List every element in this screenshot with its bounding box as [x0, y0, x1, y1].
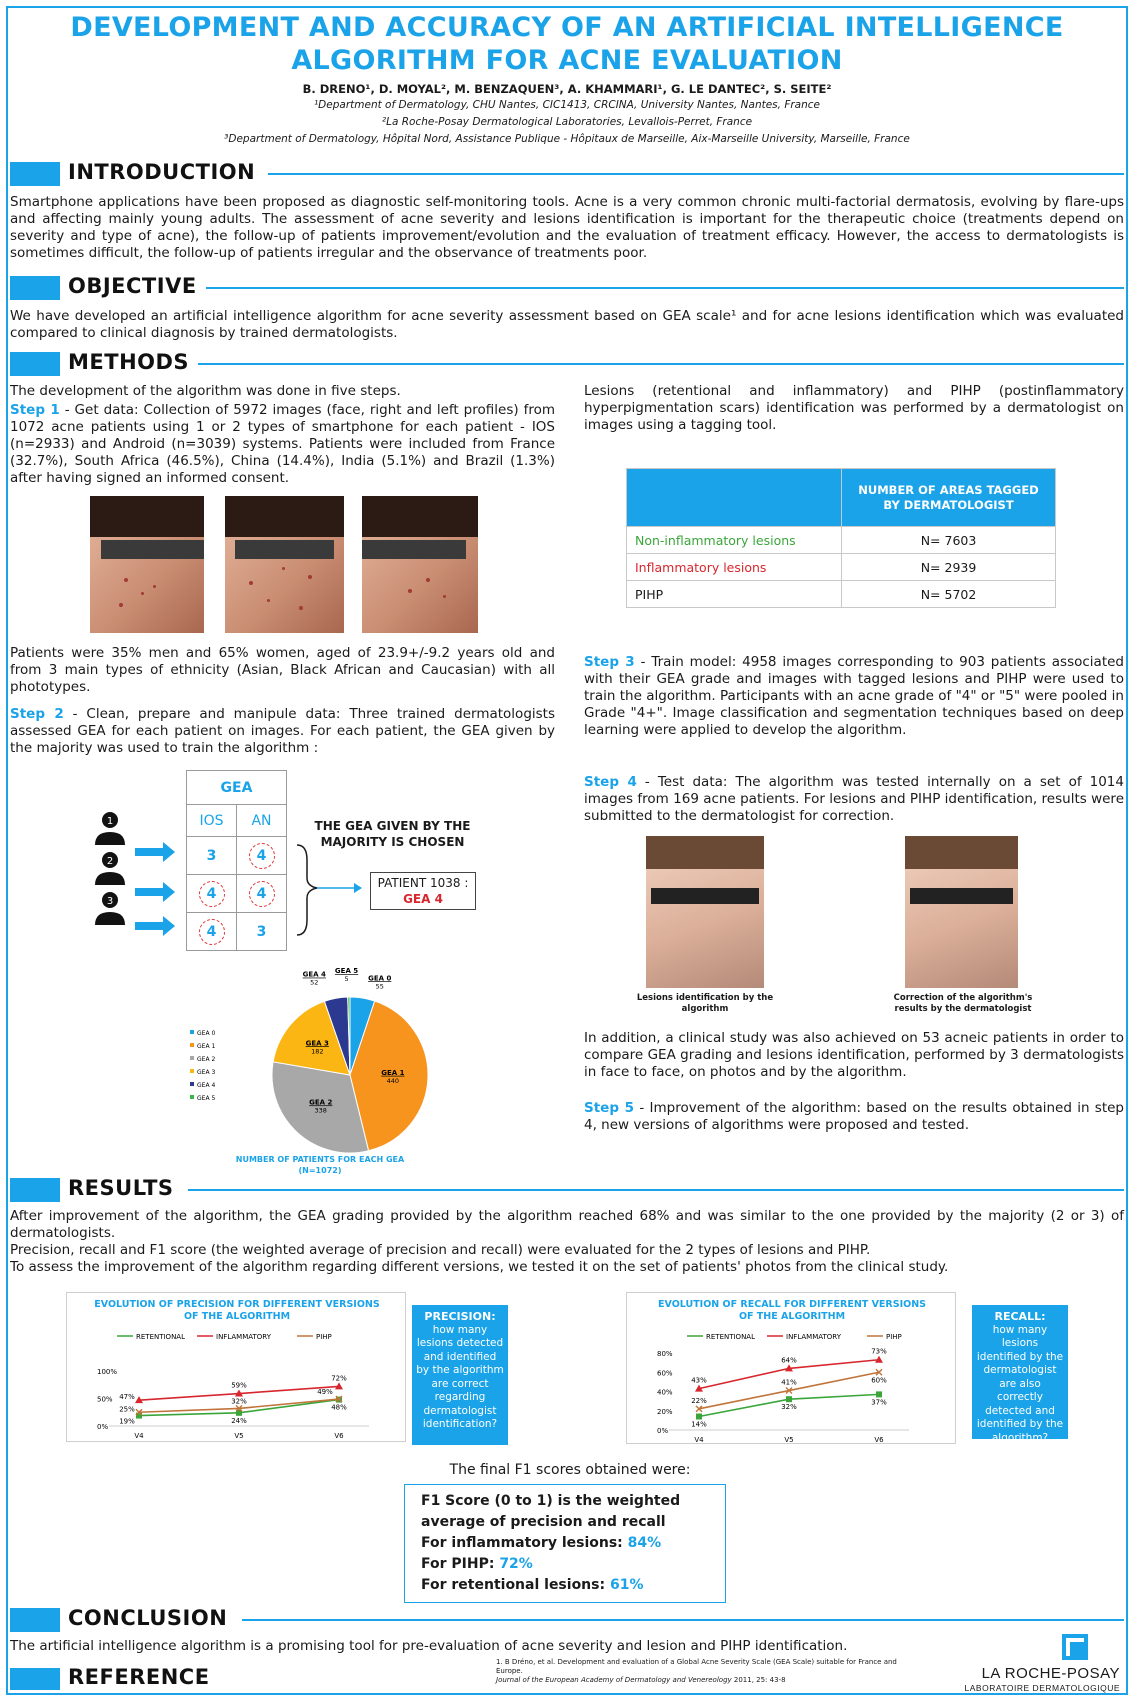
- dermatologist-2-icon: [95, 852, 125, 885]
- step5-label: Step 5: [584, 1100, 635, 1116]
- dermatologist-number: 2: [106, 856, 114, 867]
- dermatologist-correction-photo: [905, 836, 1018, 988]
- x-tick-label: V4: [134, 1432, 144, 1440]
- logo-subtitle: LABORATOIRE DERMATOLOGIQUE: [964, 1683, 1120, 1693]
- majority-circle: 4: [249, 843, 275, 869]
- f1-inflammatory-value: 84%: [627, 1535, 662, 1551]
- pie-slice-value: 440: [386, 1076, 400, 1085]
- precision-box-text: how many lesions detected and identified by the algorithm are correct regarding dermatologist identification?: [416, 1323, 504, 1430]
- precision-line-chart: [67, 1293, 407, 1443]
- patients-text: Patients were 35% men and 65% women, aged of 23.9+/-9.2 years old and from 3 main types of ethnicity (Asian, Black African and Caucasian) with all phototypes.: [10, 645, 555, 695]
- x-tick-label: V5: [784, 1436, 794, 1444]
- data-label: 25%: [119, 1405, 135, 1414]
- chart-title-line2: OF THE ALGORITHM: [183, 1311, 291, 1322]
- pie-slice-value: 5: [344, 975, 349, 984]
- legend-label: PIHP: [886, 1333, 902, 1341]
- methods-intro: The development of the algorithm was done in five steps.: [10, 383, 401, 399]
- data-label: 48%: [331, 1403, 347, 1412]
- table-row: [627, 554, 1056, 581]
- tag-table-blank-header: [627, 469, 842, 527]
- dermatologist-number: 1: [106, 816, 114, 827]
- tag-row-label: Non-inflammatory lesions: [627, 527, 842, 554]
- gea-grid: [186, 770, 287, 951]
- data-label: 32%: [781, 1403, 797, 1412]
- section-title-reference: REFERENCE: [68, 1665, 210, 1689]
- y-tick-label: 80%: [657, 1350, 673, 1358]
- f1-intro: The final F1 scores obtained were:: [449, 1462, 691, 1478]
- gea-pie-chart: [190, 960, 430, 1160]
- reference-cite: 2011, 25: 43-8: [731, 1676, 786, 1684]
- tag-row-label: PIHP: [627, 581, 842, 608]
- section-bar-introduction: [10, 162, 60, 186]
- section-bar-reference: [10, 1668, 60, 1690]
- methods-step3: [584, 654, 1124, 739]
- table-row: [627, 581, 1056, 608]
- step4-text: - Test data: The algorithm was tested internally on a set of 1014 images from 169 acne patients. For lesions and PIHP identification, results were submitted to the dermatologist for correction.: [584, 774, 1124, 824]
- precision-chart-box: [66, 1292, 406, 1442]
- majority-circle: 4: [249, 881, 275, 907]
- results-text-2: Precision, recall and F1 score (the weighted average of precision and recall) were evaluated for the 2 types of lesions and PIHP.: [10, 1242, 871, 1258]
- methods-step4: [584, 774, 1124, 825]
- clinical-study-text: In addition, a clinical study was also achieved on 53 acneic patients in order to compare GEA grading and lesions identification, performed by 3 dermatologists in face to face, on photos and by the algorithm.: [584, 1030, 1124, 1080]
- gea-col-ios: IOS: [187, 805, 237, 837]
- table-row: [627, 527, 1056, 554]
- majority-circle: 4: [199, 919, 225, 945]
- tagging-text: Lesions (retentional and inflammatory) and PIHP (postinflammatory hyperpigmentation scars) identification was performed by a dermatologist on images using a tagging tool.: [584, 383, 1124, 433]
- pie-legend-swatch: [190, 1056, 194, 1060]
- logo-name: LA ROCHE-POSAY: [981, 1665, 1120, 1682]
- pie-slice-label: GEA 3: [305, 1039, 329, 1048]
- dermatologist-1-icon: [95, 812, 125, 845]
- step1-text: - Get data: Collection of 5972 images (face, right and left profiles) from 1072 acne patients using 1 or 2 types of smartphone for each patient - IOS (n=2933) and Android (n=3039) systems. Patients were included from France (32.7%), South Africa (46.5%), China (14.4%), India (5.1%) and Brazil (1.3%) after having signed an informed consent.: [10, 402, 555, 486]
- pie-legend-label: GEA 4: [197, 1082, 216, 1089]
- chart-title-line1: EVOLUTION OF RECALL FOR DIFFERENT VERSIONS: [658, 1299, 926, 1310]
- f1-definition: F1 Score (0 to 1) is the weighted average of precision and recall: [421, 1493, 681, 1530]
- objective-text: We have developed an artificial intelligence algorithm for acne severity assessment based on GEA scale¹ and for acne lesions identification which was evaluated compared to clinical diagnosis by trained dermatologists.: [10, 308, 1124, 341]
- data-point: [696, 1414, 702, 1420]
- x-tick-label: V6: [874, 1436, 884, 1444]
- section-line-results: [188, 1189, 1124, 1191]
- face-photo-left-profile: [90, 496, 204, 633]
- section-title-methods: METHODS: [68, 350, 190, 374]
- introduction-text: Smartphone applications have been proposed as diagnostic self-monitoring tools. Acne is a very common chronic multi-factorial dermatosis, evolving by flare-ups and affecting mainly young adults. The assessment of acne severity and lesions identification is important for the therapeutic choice (treatments depend on severity and type of acne), the follow-up of patients improvement/evolution and the evaluation of treatment efficacy. However, the access to dermatologists is sometimes difficult, the follow-up of patients irregular and the observance of treatments poor.: [10, 194, 1124, 261]
- y-tick-label: 40%: [657, 1388, 673, 1397]
- majority-circle: 4: [199, 881, 225, 907]
- data-label: 14%: [691, 1420, 707, 1429]
- brace-arrow-icon: [292, 840, 362, 940]
- section-bar-objective: [10, 276, 60, 300]
- patient-gea: GEA 4: [403, 892, 443, 906]
- f1-retentional: [421, 1575, 709, 1596]
- step4-label: Step 4: [584, 774, 637, 790]
- step5-text: - Improvement of the algorithm: based on the results obtained in step 4, new versions of algorithms were proposed and tested.: [584, 1100, 1124, 1133]
- recall-box-text: how many lesions identified by the dermatologist are also correctly detected and identified by the algorithm?: [976, 1323, 1064, 1444]
- y-tick-label: 50%: [97, 1395, 113, 1404]
- pie-slice-label: GEA 0: [368, 974, 392, 983]
- section-bar-conclusion: [10, 1608, 60, 1632]
- tag-row-value: N= 2939: [842, 554, 1056, 581]
- pie-legend-label: GEA 0: [197, 1030, 216, 1037]
- pie-legend-swatch: [190, 1095, 194, 1099]
- pie-legend-label: GEA 3: [197, 1069, 216, 1076]
- x-tick-label: V5: [234, 1432, 244, 1440]
- f1-pihp-label: For PIHP:: [421, 1556, 500, 1572]
- step2-text: - Clean, prepare and manipule data: Three trained dermatologists assessed GEA for each patient on images. For each patient, the GEA given by the majority was used to train the algorithm :: [10, 706, 555, 756]
- affiliation-3: ³Department of Dermatology, Hôpital Nord, Assistance Publique - Hôpitaux de Marseille, Aix-Marseille University, Marseille, France: [224, 133, 910, 145]
- pie-slice-label: GEA 4: [302, 970, 326, 979]
- tag-table: [626, 468, 1056, 608]
- section-title-objective: OBJECTIVE: [68, 274, 197, 298]
- recall-definition-box: [972, 1305, 1068, 1444]
- x-tick-label: V6: [334, 1432, 344, 1440]
- reference-journal: Journal of the European Academy of Dermatology and Venereology: [496, 1676, 732, 1684]
- arrow-icons: [135, 842, 175, 936]
- data-label: 73%: [871, 1347, 887, 1356]
- pie-legend-label: GEA 1: [197, 1043, 216, 1050]
- gea-cell: 3: [187, 837, 237, 875]
- data-point: [876, 1391, 882, 1397]
- data-label: 59%: [231, 1381, 247, 1390]
- dermatologist-3-icon: [95, 892, 125, 925]
- data-label: 19%: [119, 1417, 135, 1426]
- pie-slice-label: GEA 1: [381, 1068, 405, 1077]
- dermatologists-icons: [90, 810, 190, 940]
- tag-row-label: Inflammatory lesions: [627, 554, 842, 581]
- legend-label: RETENTIONAL: [706, 1333, 755, 1341]
- results-text-1: After improvement of the algorithm, the GEA grading provided by the algorithm reached 68% and was similar to the one provided by the majority (2 or 3) of dermatologists.: [10, 1208, 1124, 1241]
- f1-retentional-value: 61%: [609, 1577, 644, 1593]
- methods-step5: [584, 1100, 1124, 1134]
- section-line-conclusion: [242, 1619, 1124, 1621]
- gea-header: GEA: [187, 771, 287, 805]
- section-title-conclusion: CONCLUSION: [68, 1606, 228, 1630]
- y-tick-label: 60%: [657, 1369, 673, 1378]
- f1-retentional-label: For retentional lesions:: [421, 1577, 610, 1593]
- pie-caption: [230, 1154, 410, 1176]
- y-tick-label: 0%: [97, 1423, 109, 1431]
- gea-cell: [237, 837, 287, 875]
- precision-box-title: PRECISION:: [424, 1310, 496, 1323]
- f1-inflammatory-label: For inflammatory lesions:: [421, 1535, 628, 1551]
- section-title-results: RESULTS: [68, 1176, 174, 1200]
- data-label: 43%: [691, 1376, 707, 1385]
- y-tick-label: 0%: [657, 1427, 669, 1435]
- reference-text: [496, 1658, 916, 1685]
- data-label: 24%: [231, 1416, 247, 1425]
- pie-slice-value: 55: [375, 982, 384, 991]
- section-bar-methods: [10, 352, 60, 376]
- f1-box: [404, 1484, 726, 1603]
- x-tick-label: V4: [694, 1436, 704, 1444]
- affiliation-2: ²La Roche-Posay Dermatological Laboratories, Levallois-Perret, France: [381, 116, 753, 128]
- recall-line-chart: [627, 1293, 957, 1445]
- precision-definition-box: [412, 1305, 508, 1445]
- pie-legend-label: GEA 2: [197, 1056, 216, 1063]
- data-label: 41%: [781, 1378, 797, 1387]
- section-line-objective: [206, 287, 1124, 289]
- pie-slice-label: GEA 2: [309, 1098, 333, 1107]
- y-tick-label: 20%: [657, 1407, 673, 1416]
- step3-label: Step 3: [584, 654, 635, 670]
- data-label: 22%: [691, 1396, 707, 1405]
- section-title-introduction: INTRODUCTION: [68, 160, 256, 184]
- chart-title-line1: EVOLUTION OF PRECISION FOR DIFFERENT VERSIONS: [94, 1299, 380, 1310]
- recall-chart-box: [626, 1292, 956, 1444]
- majority-text: THE GEA GIVEN BY THE MAJORITY IS CHOSEN: [314, 819, 471, 849]
- step1-label: Step 1: [10, 402, 60, 418]
- recall-box-title: RECALL:: [994, 1310, 1046, 1323]
- authors: B. DRENO¹, D. MOYAL², M. BENZAQUEN³, A. KHAMMARI¹, G. LE DANTEC², S. SEITE²: [302, 82, 832, 96]
- section-line-introduction: [268, 173, 1124, 175]
- data-label: 47%: [119, 1393, 135, 1402]
- conclusion-text: The artificial intelligence algorithm is a promising tool for pre-evaluation of acne severity and lesion and PIHP identification.: [10, 1638, 848, 1654]
- legend-label: INFLAMMATORY: [216, 1333, 271, 1341]
- face-photo-right-profile: [362, 496, 478, 633]
- patient-label: PATIENT 1038 :: [377, 876, 469, 890]
- patient-box: [370, 872, 476, 910]
- pie-slice-value: 182: [311, 1047, 324, 1056]
- pie-slice-value: 338: [314, 1106, 327, 1115]
- tag-table-header: NUMBER OF AREAS TAGGED BY DERMATOLOGIST: [842, 469, 1056, 527]
- data-label: 32%: [231, 1397, 247, 1406]
- pie-caption-line2: (N=1072): [298, 1166, 342, 1175]
- gea-diagram: [186, 770, 287, 951]
- gea-cell: [237, 875, 287, 913]
- caption-dermatologist: Correction of the algorithm's results by the dermatologist: [893, 993, 1033, 1014]
- tag-row-value: N= 7603: [842, 527, 1056, 554]
- f1-pihp: [421, 1554, 709, 1575]
- dermatologist-number: 3: [106, 896, 114, 907]
- algorithm-lesions-photo: [646, 836, 764, 988]
- data-label: 37%: [871, 1398, 887, 1407]
- legend-label: RETENTIONAL: [136, 1333, 185, 1341]
- face-photo-front: [225, 496, 344, 633]
- logo-square-icon: [1062, 1634, 1088, 1660]
- results-text-3: To assess the improvement of the algorithm regarding different versions, we tested it on the set of patients' photos from the clinical study.: [10, 1259, 949, 1275]
- pie-legend-swatch: [190, 1030, 194, 1034]
- poster-title-line2: ALGORITHM FOR ACNE EVALUATION: [291, 45, 843, 76]
- gea-col-an: AN: [237, 805, 287, 837]
- chart-title-line2: OF THE ALGORITHM: [738, 1311, 846, 1322]
- caption-algorithm: Lesions identification by the algorithm: [636, 993, 774, 1014]
- gea-cell: 3: [237, 913, 287, 951]
- pie-caption-line1: NUMBER OF PATIENTS FOR EACH GEA: [235, 1155, 405, 1164]
- pie-legend-swatch: [190, 1043, 194, 1047]
- section-line-methods: [198, 363, 1124, 365]
- step2-label: Step 2: [10, 706, 64, 722]
- data-label: 72%: [331, 1374, 347, 1383]
- y-tick-label: 100%: [97, 1368, 118, 1376]
- f1-inflammatory: [421, 1533, 709, 1554]
- gea-cell: [187, 875, 237, 913]
- pie-legend-label: GEA 5: [197, 1095, 216, 1102]
- pie-slice-label: GEA 5: [334, 967, 359, 976]
- pie-legend-swatch: [190, 1082, 194, 1086]
- tag-row-value: N= 5702: [842, 581, 1056, 608]
- methods-step2: [10, 706, 555, 757]
- affiliation-1: ¹Department of Dermatology, CHU Nantes, CIC1413, CRCINA, University Nantes, Nantes, France: [313, 99, 821, 111]
- data-point: [786, 1396, 792, 1402]
- legend-label: INFLAMMATORY: [786, 1333, 841, 1341]
- reference-line1: 1. B Dréno, et al. Development and evaluation of a Global Acne Severity Scale (GEA Scale) suitable for France and Europe.: [496, 1658, 897, 1675]
- legend-label: PIHP: [316, 1333, 332, 1341]
- section-bar-results: [10, 1178, 60, 1202]
- step3-text: - Train model: 4958 images corresponding to 903 patients associated with their GEA grade and images with tagged lesions and PIHP were used to train the algorithm. Participants with an acne grade of "4" or "5" were pooled in Grade "4+". Image classification and segmentation techniques based on deep learning were applied to develop the algorithm.: [584, 654, 1124, 738]
- poster-title-line1: DEVELOPMENT AND ACCURACY OF AN ARTIFICIAL INTELLIGENCE: [70, 12, 1064, 43]
- pie-legend-swatch: [190, 1069, 194, 1073]
- methods-step1: [10, 402, 555, 487]
- data-label: 60%: [871, 1376, 887, 1385]
- f1-pihp-value: 72%: [499, 1556, 533, 1572]
- data-label: 64%: [781, 1356, 797, 1365]
- pie-slice-value: 52: [310, 978, 319, 987]
- gea-cell: [187, 913, 237, 951]
- data-label: 49%: [317, 1388, 333, 1397]
